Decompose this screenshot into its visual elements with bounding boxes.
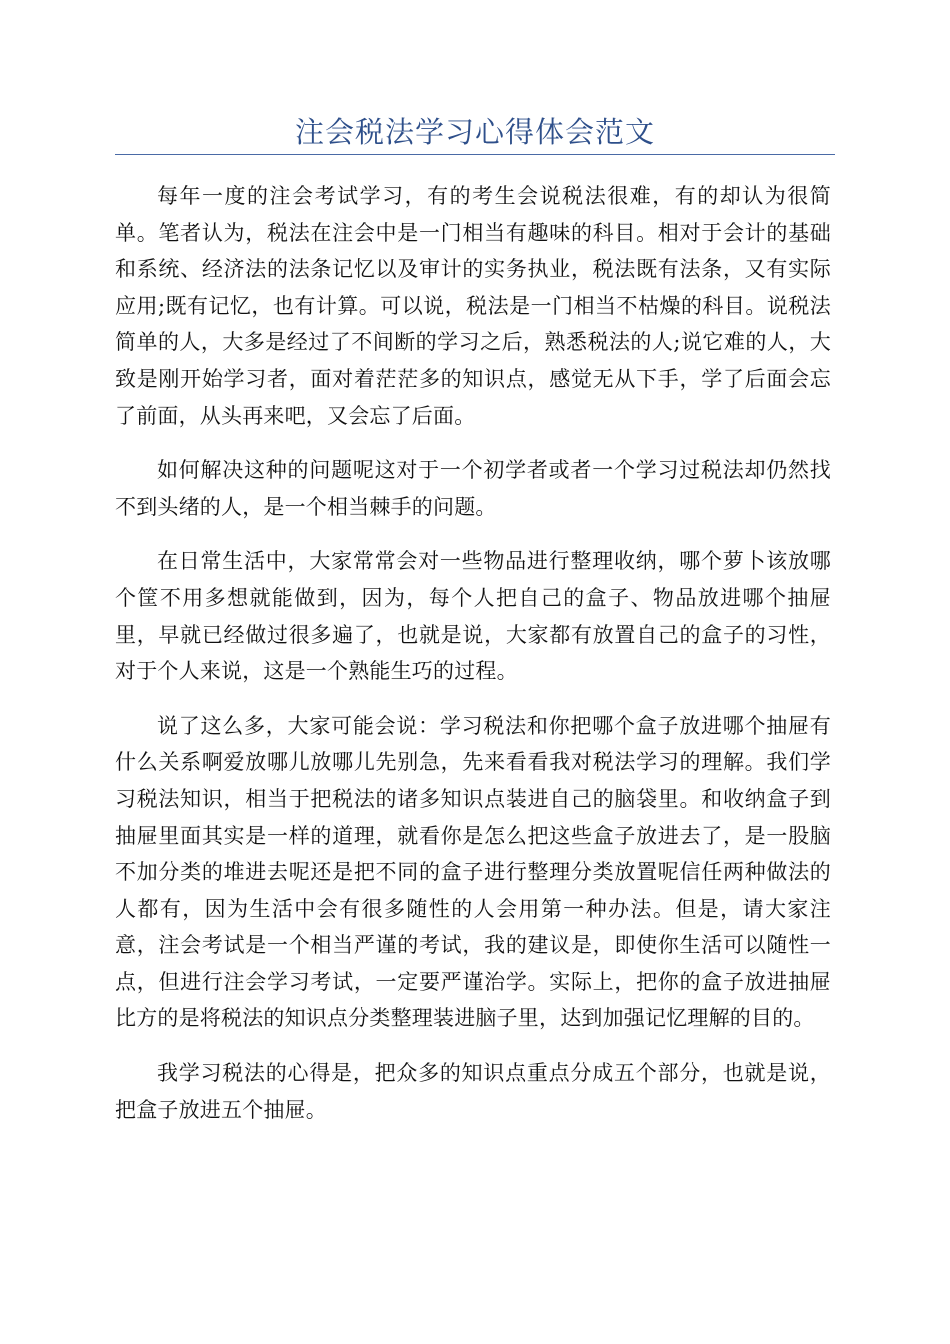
paragraph-1: 每年一度的注会考试学习，有的考生会说税法很难，有的却认为很简单。笔者认为，税法在注会中是一门相当有趣味的科目。相对于会计的基础和系统、经济法的法条记忆以及审计的实务执业，税法既有法条，又有实际应用;既有记忆，也有计算。可以说，税法是一门相当不枯燥的科目。说税法简单的人，大多是经过了不间断的学习之后，熟悉税法的人;说它难的人，大致是刚开始学习者，面对着茫茫多的知识点，感觉无从下手，学了后面会忘了前面，从头再来吧，又会忘了后面。	[115, 184, 831, 428]
document-title: 注会税法学习心得体会范文	[294, 115, 655, 149]
title-underline	[115, 154, 835, 155]
paragraph-2: 如何解决这种的问题呢这对于一个初学者或者一个学习过税法却仍然找不到头绪的人，是一个相当棘手的问题。	[115, 458, 831, 519]
paragraph-5: 我学习税法的心得是，把众多的知识点重点分成五个部分，也就是说，把盒子放进五个抽屉。	[115, 1061, 831, 1122]
paragraph-4: 说了这么多，大家可能会说：学习税法和你把哪个盒子放进哪个抽屉有什么关系啊爱放哪儿放哪儿先别急，先来看看我对税法学习的理解。我们学习税法知识，相当于把税法的诸多知识点装进自己的脑袋里。和收纳盒子到抽屉里面其实是一样的道理，就看你是怎么把这些盒子放进去了，是一股脑不加分类的堆进去呢还是把不同的盒子进行整理分类放置呢信任两种做法的人都有，因为生活中会有很多随性的人会用第一种办法。但是，请大家注意，注会考试是一个相当严谨的考试，我的建议是，即使你生活可以随性一点，但进行注会学习考试，一定要严谨治学。实际上，把你的盒子放进抽屉比方的是将税法的知识点分类整理装进脑子里，达到加强记忆理解的目的。	[115, 713, 831, 1031]
paragraph-3: 在日常生活中，大家常常会对一些物品进行整理收纳，哪个萝卜该放哪个筐不用多想就能做到，因为，每个人把自己的盒子、物品放进哪个抽屉里，早就已经做过很多遍了，也就是说，大家都有放置自己的盒子的习性，对于个人来说，这是一个熟能生巧的过程。	[115, 549, 831, 684]
document-body	[115, 178, 831, 1146]
title-block	[115, 112, 835, 155]
